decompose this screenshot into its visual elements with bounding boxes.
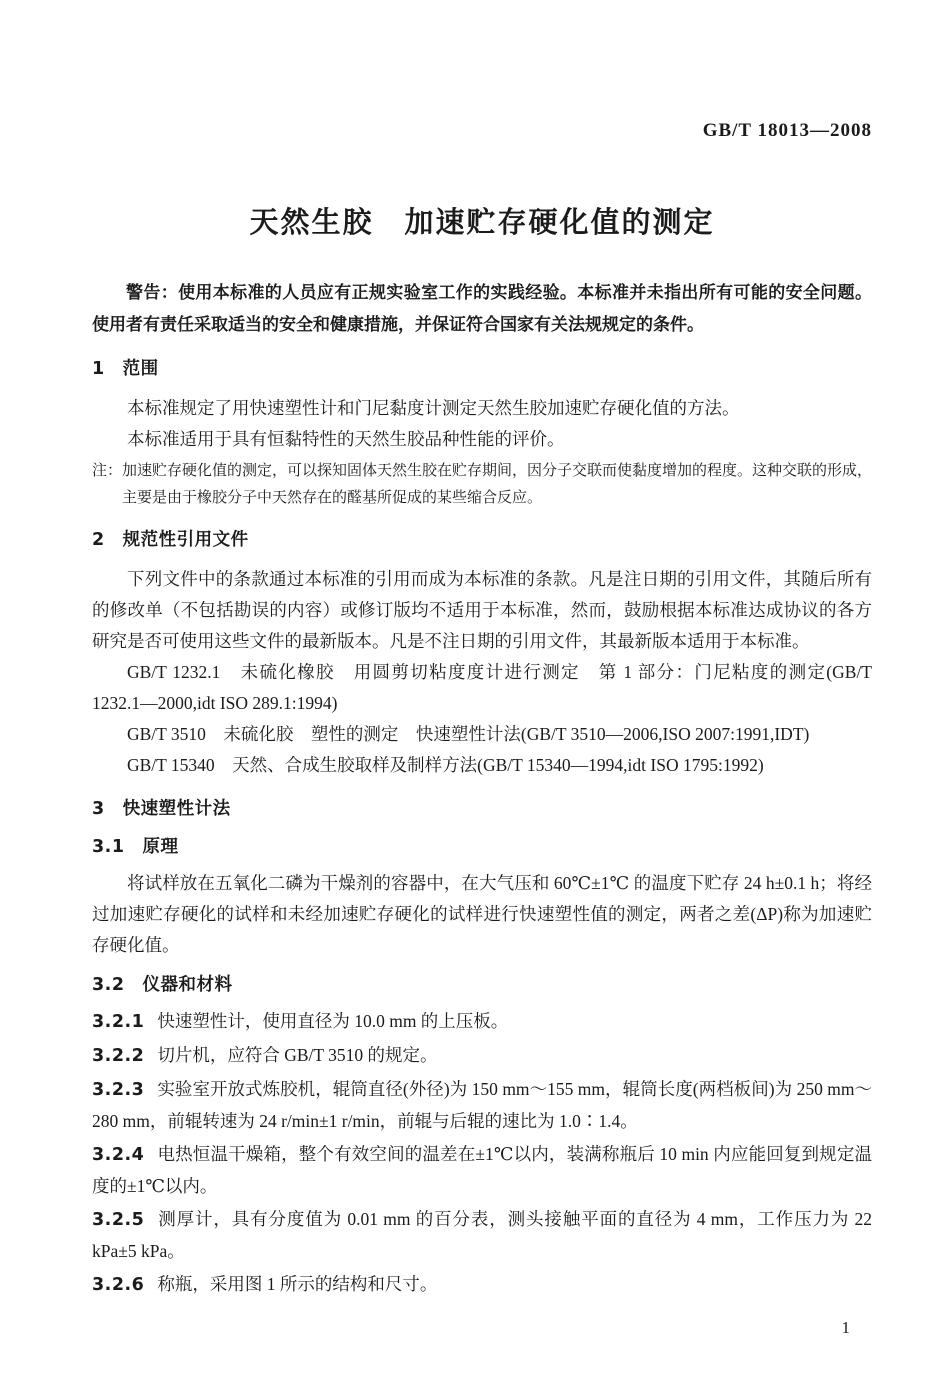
clause-text: 实验室开放式炼胶机，辊筒直径(外径)为 150 mm～155 mm，辊筒长度(两档板间)为 250 mm～280 mm，前辊转速为 24 r/min±1 r/min，前辊与后辊的速比为 1.0∶1.4。 xyxy=(92,1079,872,1131)
page-number: 1 xyxy=(841,1318,850,1337)
clause-item-3-2-6 xyxy=(92,1269,872,1301)
section-3-2-heading: 3.2 仪器和材料 xyxy=(92,975,233,995)
warning-paragraph: 警告：使用本标准的人员应有正规实验室工作的实践经验。本标准并未指出所有可能的安全问题。使用者有责任采取适当的安全和健康措施，并保证符合国家有关法规规定的条件。 xyxy=(92,283,872,335)
clause-item-3-2-5 xyxy=(92,1204,872,1267)
scope-paragraph-1: 本标准规定了用快速塑性计和门尼黏度计测定天然生胶加速贮存硬化值的方法。 xyxy=(127,398,740,418)
doc-number: GB/T 18013—2008 xyxy=(702,120,872,141)
page-title: 天然生胶 加速贮存硬化值的测定 xyxy=(249,205,715,239)
clause-number: 3.2.6 xyxy=(92,1275,145,1295)
normative-refs-paragraph: 下列文件中的条款通过本标准的引用而成为本标准的条款。凡是注日期的引用文件，其随后所有的修改单（不包括勘误的内容）或修订版均不适用于本标准，然而，鼓励根据本标准达成协议的各方研究是否可使用这些文件的最新版本。凡是不注日期的引用文件，其最新版本适用于本标准。 xyxy=(92,569,872,651)
clause-number: 3.2.4 xyxy=(92,1145,145,1165)
clause-item-3-2-2 xyxy=(92,1040,872,1072)
reference-item-3: GB/T 15340 天然、合成生胶取样及制样方法(GB/T 15340—1994,idt ISO 1795:1992) xyxy=(127,755,764,775)
clause-number: 3.2.1 xyxy=(92,1012,145,1032)
clause-text: 称瓶，采用图 1 所示的结构和尺寸。 xyxy=(157,1274,438,1294)
clause-item-3-2-1 xyxy=(92,1006,872,1038)
clause-item-3-2-3 xyxy=(92,1074,872,1137)
scope-note: 注：加速贮存硬化值的测定，可以探知固体天然生胶在贮存期间，因分子交联而使黏度增加的程度。这种交联的形成，主要是由于橡胶分子中天然存在的醛基所促成的某些缩合反应。 xyxy=(92,463,873,506)
reference-item-1: GB/T 1232.1 未硫化橡胶 用圆剪切粘度度计进行测定 第 1 部分：门尼粘度的测定(GB/T 1232.1—2000,idt ISO 289.1:1994) xyxy=(92,662,872,713)
principle-paragraph: 将试样放在五氧化二磷为干燥剂的容器中，在大气压和 60℃±1℃ 的温度下贮存 24 h±0.1 h；将经过加速贮存硬化的试样和未经加速贮存硬化的试样进行快速塑性值的测定，两者之差(ΔP)称为加速贮存硬化值。 xyxy=(92,873,872,955)
section-3-heading: 3 快速塑性计法 xyxy=(92,799,231,819)
clause-number: 3.2.3 xyxy=(92,1080,145,1100)
section-1-heading: 1 范围 xyxy=(92,359,159,379)
clause-text: 切片机，应符合 GB/T 3510 的规定。 xyxy=(157,1045,438,1065)
clause-text: 快速塑性计，使用直径为 10.0 mm 的上压板。 xyxy=(157,1011,509,1031)
section-3-1-heading: 3.1 原理 xyxy=(92,837,179,857)
scope-paragraph-2: 本标准适用于具有恒黏特性的天然生胶品种性能的评价。 xyxy=(127,429,565,449)
clause-text: 测厚计，具有分度值为 0.01 mm 的百分表，测头接触平面的直径为 4 mm，工作压力为 22 kPa±5 kPa。 xyxy=(92,1209,872,1261)
clause-item-3-2-4 xyxy=(92,1139,872,1202)
clause-number: 3.2.5 xyxy=(92,1210,145,1230)
clause-text: 电热恒温干燥箱，整个有效空间的温差在±1℃以内，装满称瓶后 10 min 内应能回复到规定温度的±1℃以内。 xyxy=(92,1144,872,1196)
section-2-heading: 2 规范性引用文件 xyxy=(92,530,249,550)
reference-item-2: GB/T 3510 未硫化胶 塑性的测定 快速塑性计法(GB/T 3510—2006,ISO 2007:1991,IDT) xyxy=(127,724,810,744)
clause-number: 3.2.2 xyxy=(92,1046,145,1066)
